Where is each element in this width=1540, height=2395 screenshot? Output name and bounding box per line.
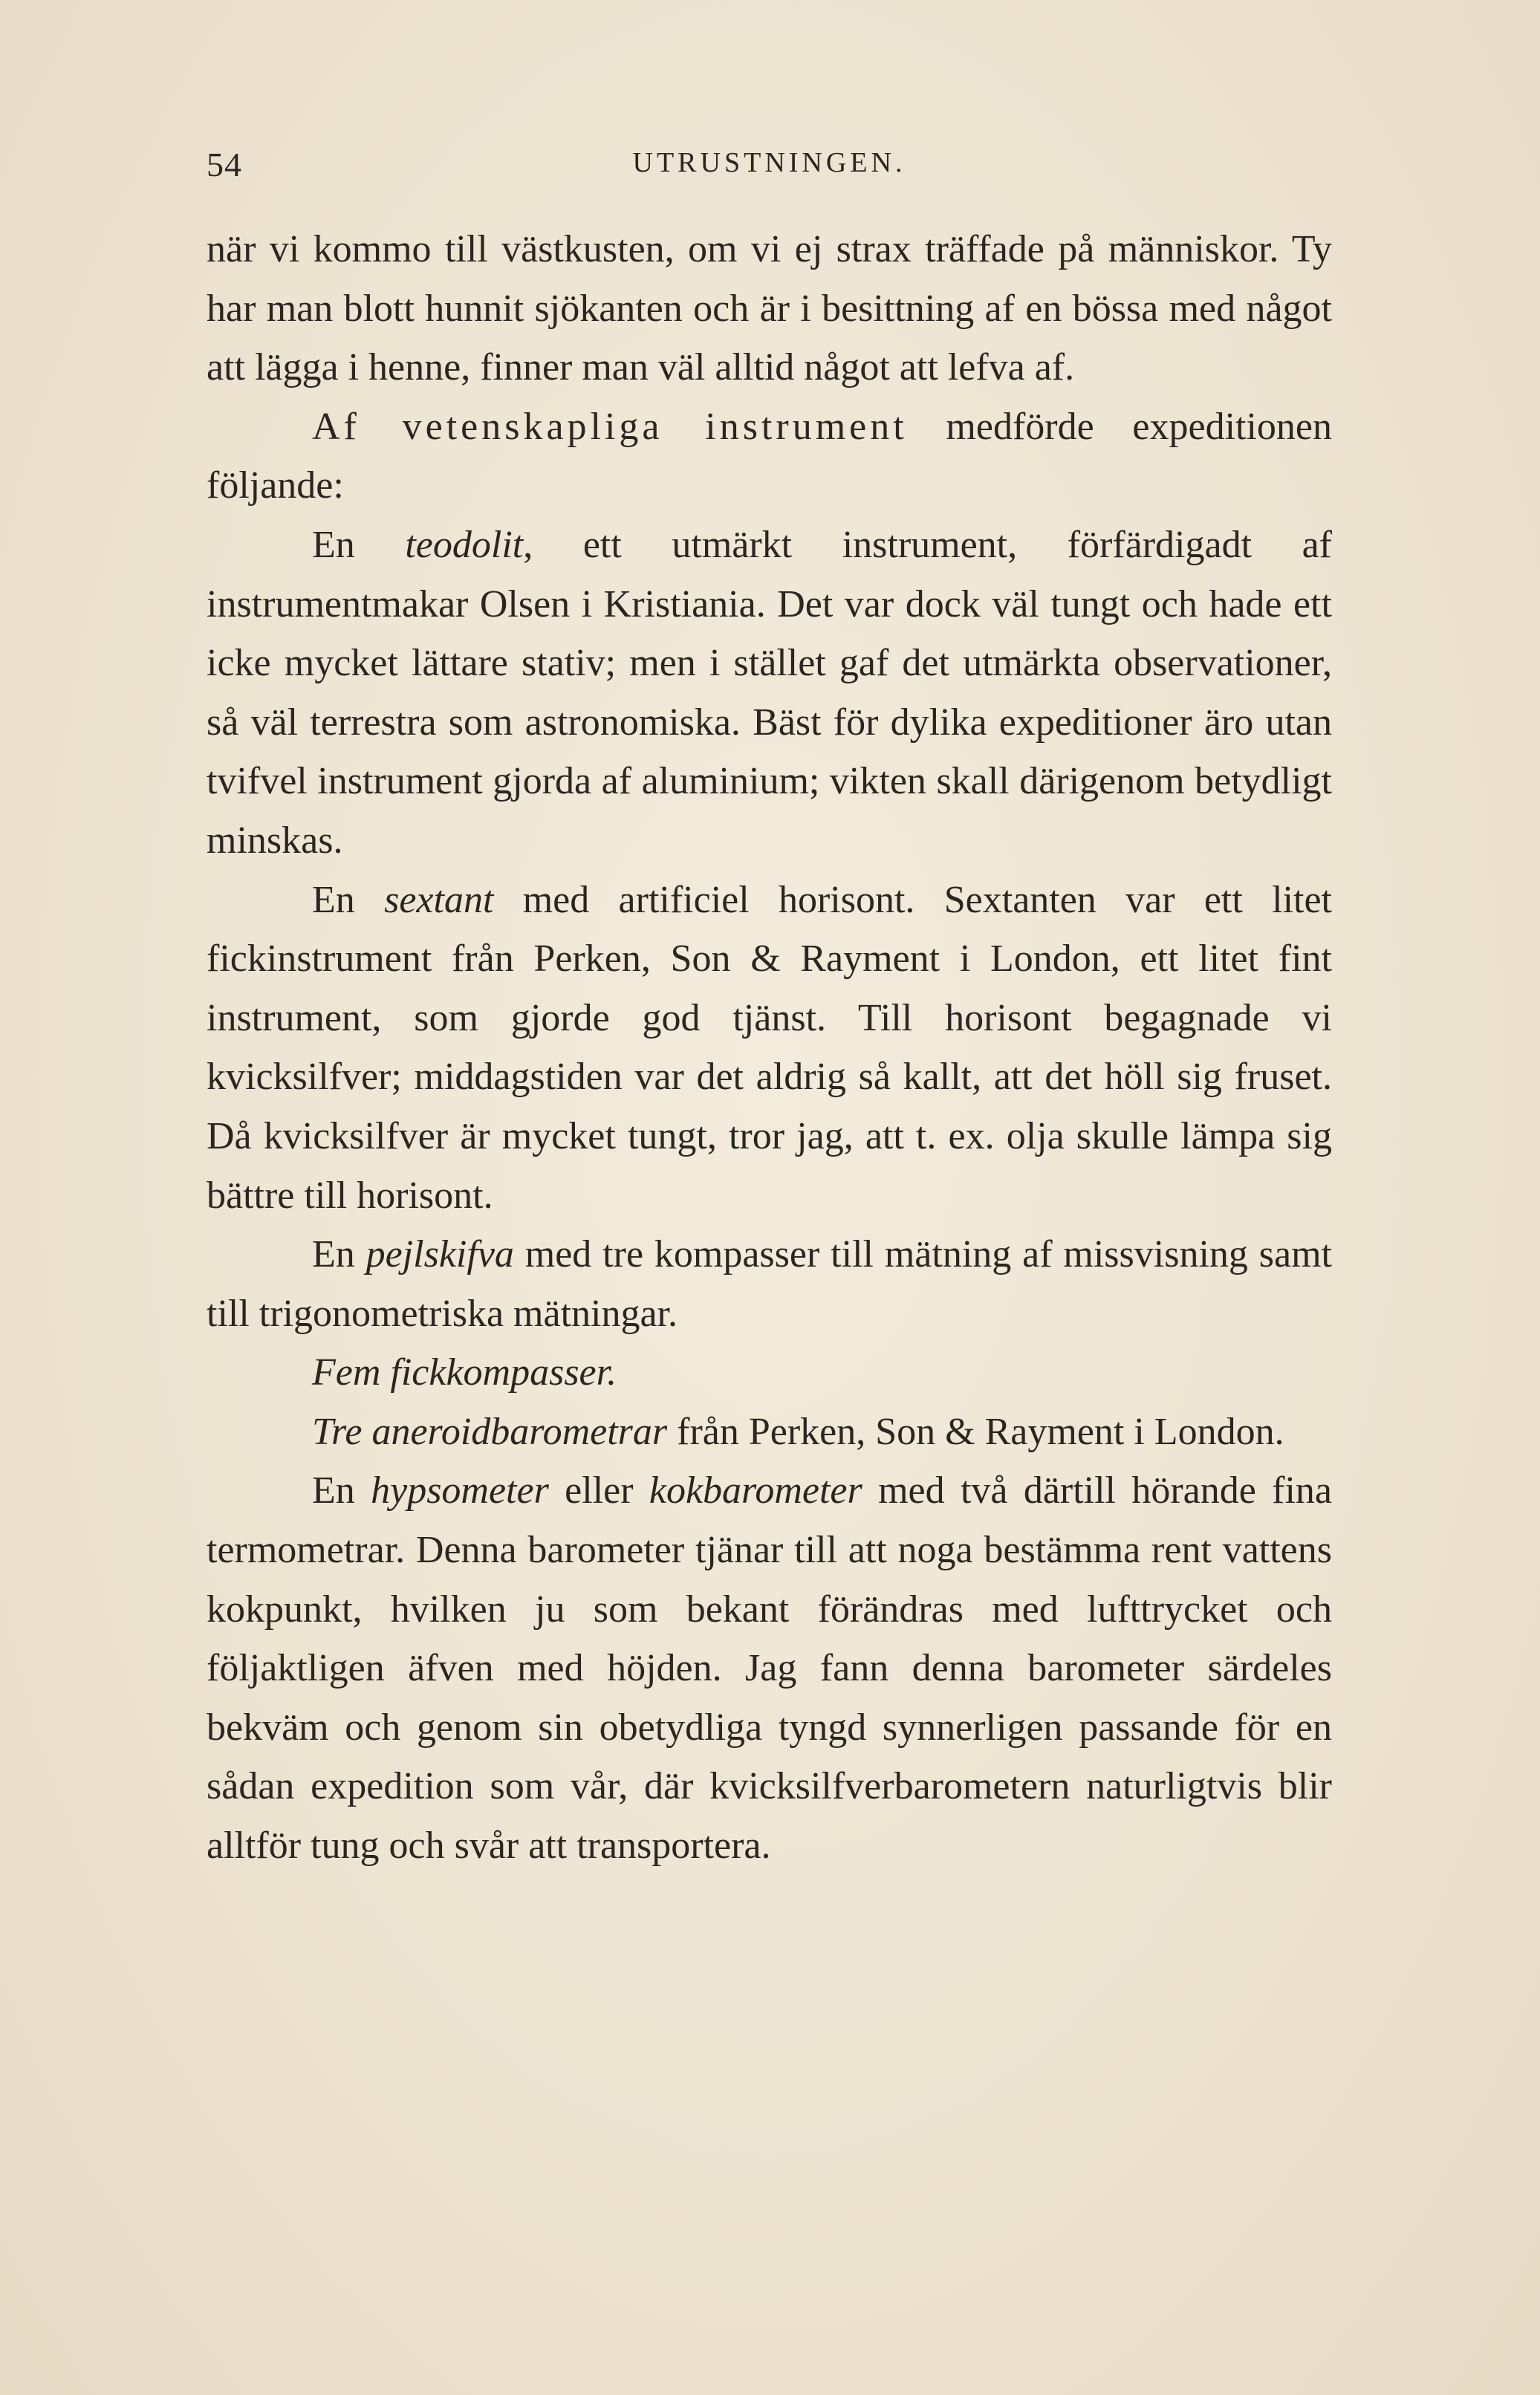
page-body [207, 220, 1332, 1876]
running-head: UTRUSTNINGEN. [632, 147, 906, 178]
page-header [207, 145, 1332, 189]
term-teodolit: teodolit [405, 523, 524, 566]
spaced-emphasis: Af vetenskapliga instrument [312, 405, 908, 448]
page-number: 54 [207, 146, 242, 183]
term-aneroidbarometrar: Tre aneroidbarometrar [312, 1410, 668, 1453]
term-kokbarometer: kokbarometer [649, 1469, 862, 1512]
paragraph-pejlskifva: En pejlskifva med tre kompasser till mätning af missvisning samt till trigonometriska mätningar. [207, 1233, 1332, 1335]
paragraph-1: när vi kommo till västkusten, om vi ej strax träffade på människor. Ty har man blott hunnit sjökanten och är i besittning af en bössa med något att lägga i henne, finner man väl alltid något att lefva af. [207, 228, 1332, 389]
paragraph-teodolit: En teodolit, ett utmärkt instrument, förfärdigadt af instrumentmakar Olsen i Kristiania. Det var dock väl tungt och hade ett icke mycket lättare stativ; men i stället gaf det utmärkta observationer, så väl terrestra som astronomiska. Bäst för dylika expeditioner äro utan tvifvel instrument gjorda af aluminium; vikten skall därigenom betydligt minskas. [207, 523, 1333, 862]
term-hypsometer: hypsometer [371, 1469, 549, 1512]
term-sextant: sextant [384, 878, 494, 921]
paragraph-fickkompasser [207, 1343, 1332, 1403]
term-pejlskifva: pejlskifva [365, 1233, 514, 1276]
paragraph-2: Af vetenskapliga instrument medförde expeditionen följande: [207, 405, 1332, 507]
paragraph-sextant: En sextant med artificiel horisont. Sextanten var ett litet fickinstrument från Perken, Son & Rayment i London, ett litet fint instrument, som gjorde god tjänst. Till horisont begagnade vi kvicksilfver; middagstiden var det aldrig så kallt, att det höll sig fruset. Då kvicksilfver är mycket tungt, tror jag, att t. ex. olja skulle lämpa sig bättre till horisont. [207, 878, 1332, 1217]
term-fickkompasser: Fem fickkompasser. [312, 1351, 617, 1394]
paragraph-hypsometer: En hypsometer eller kokbarometer med två därtill hörande fina termometrar. Denna barometer tjänar till att noga bestämma rent vattens kokpunkt, hvilken ju som bekant förändras med lufttrycket och följaktligen äfven med höjden. Jag fann denna barometer särdeles bekväm och genom sin obetydliga tyngd synnerligen passande för en sådan expedition som vår, där kvicksilfverbarometern naturligtvis blir alltför tung och svår att transportera. [207, 1469, 1332, 1868]
paragraph-aneroidbarometrar: Tre aneroidbarometrar från Perken, Son & Rayment i London. [312, 1410, 1284, 1453]
